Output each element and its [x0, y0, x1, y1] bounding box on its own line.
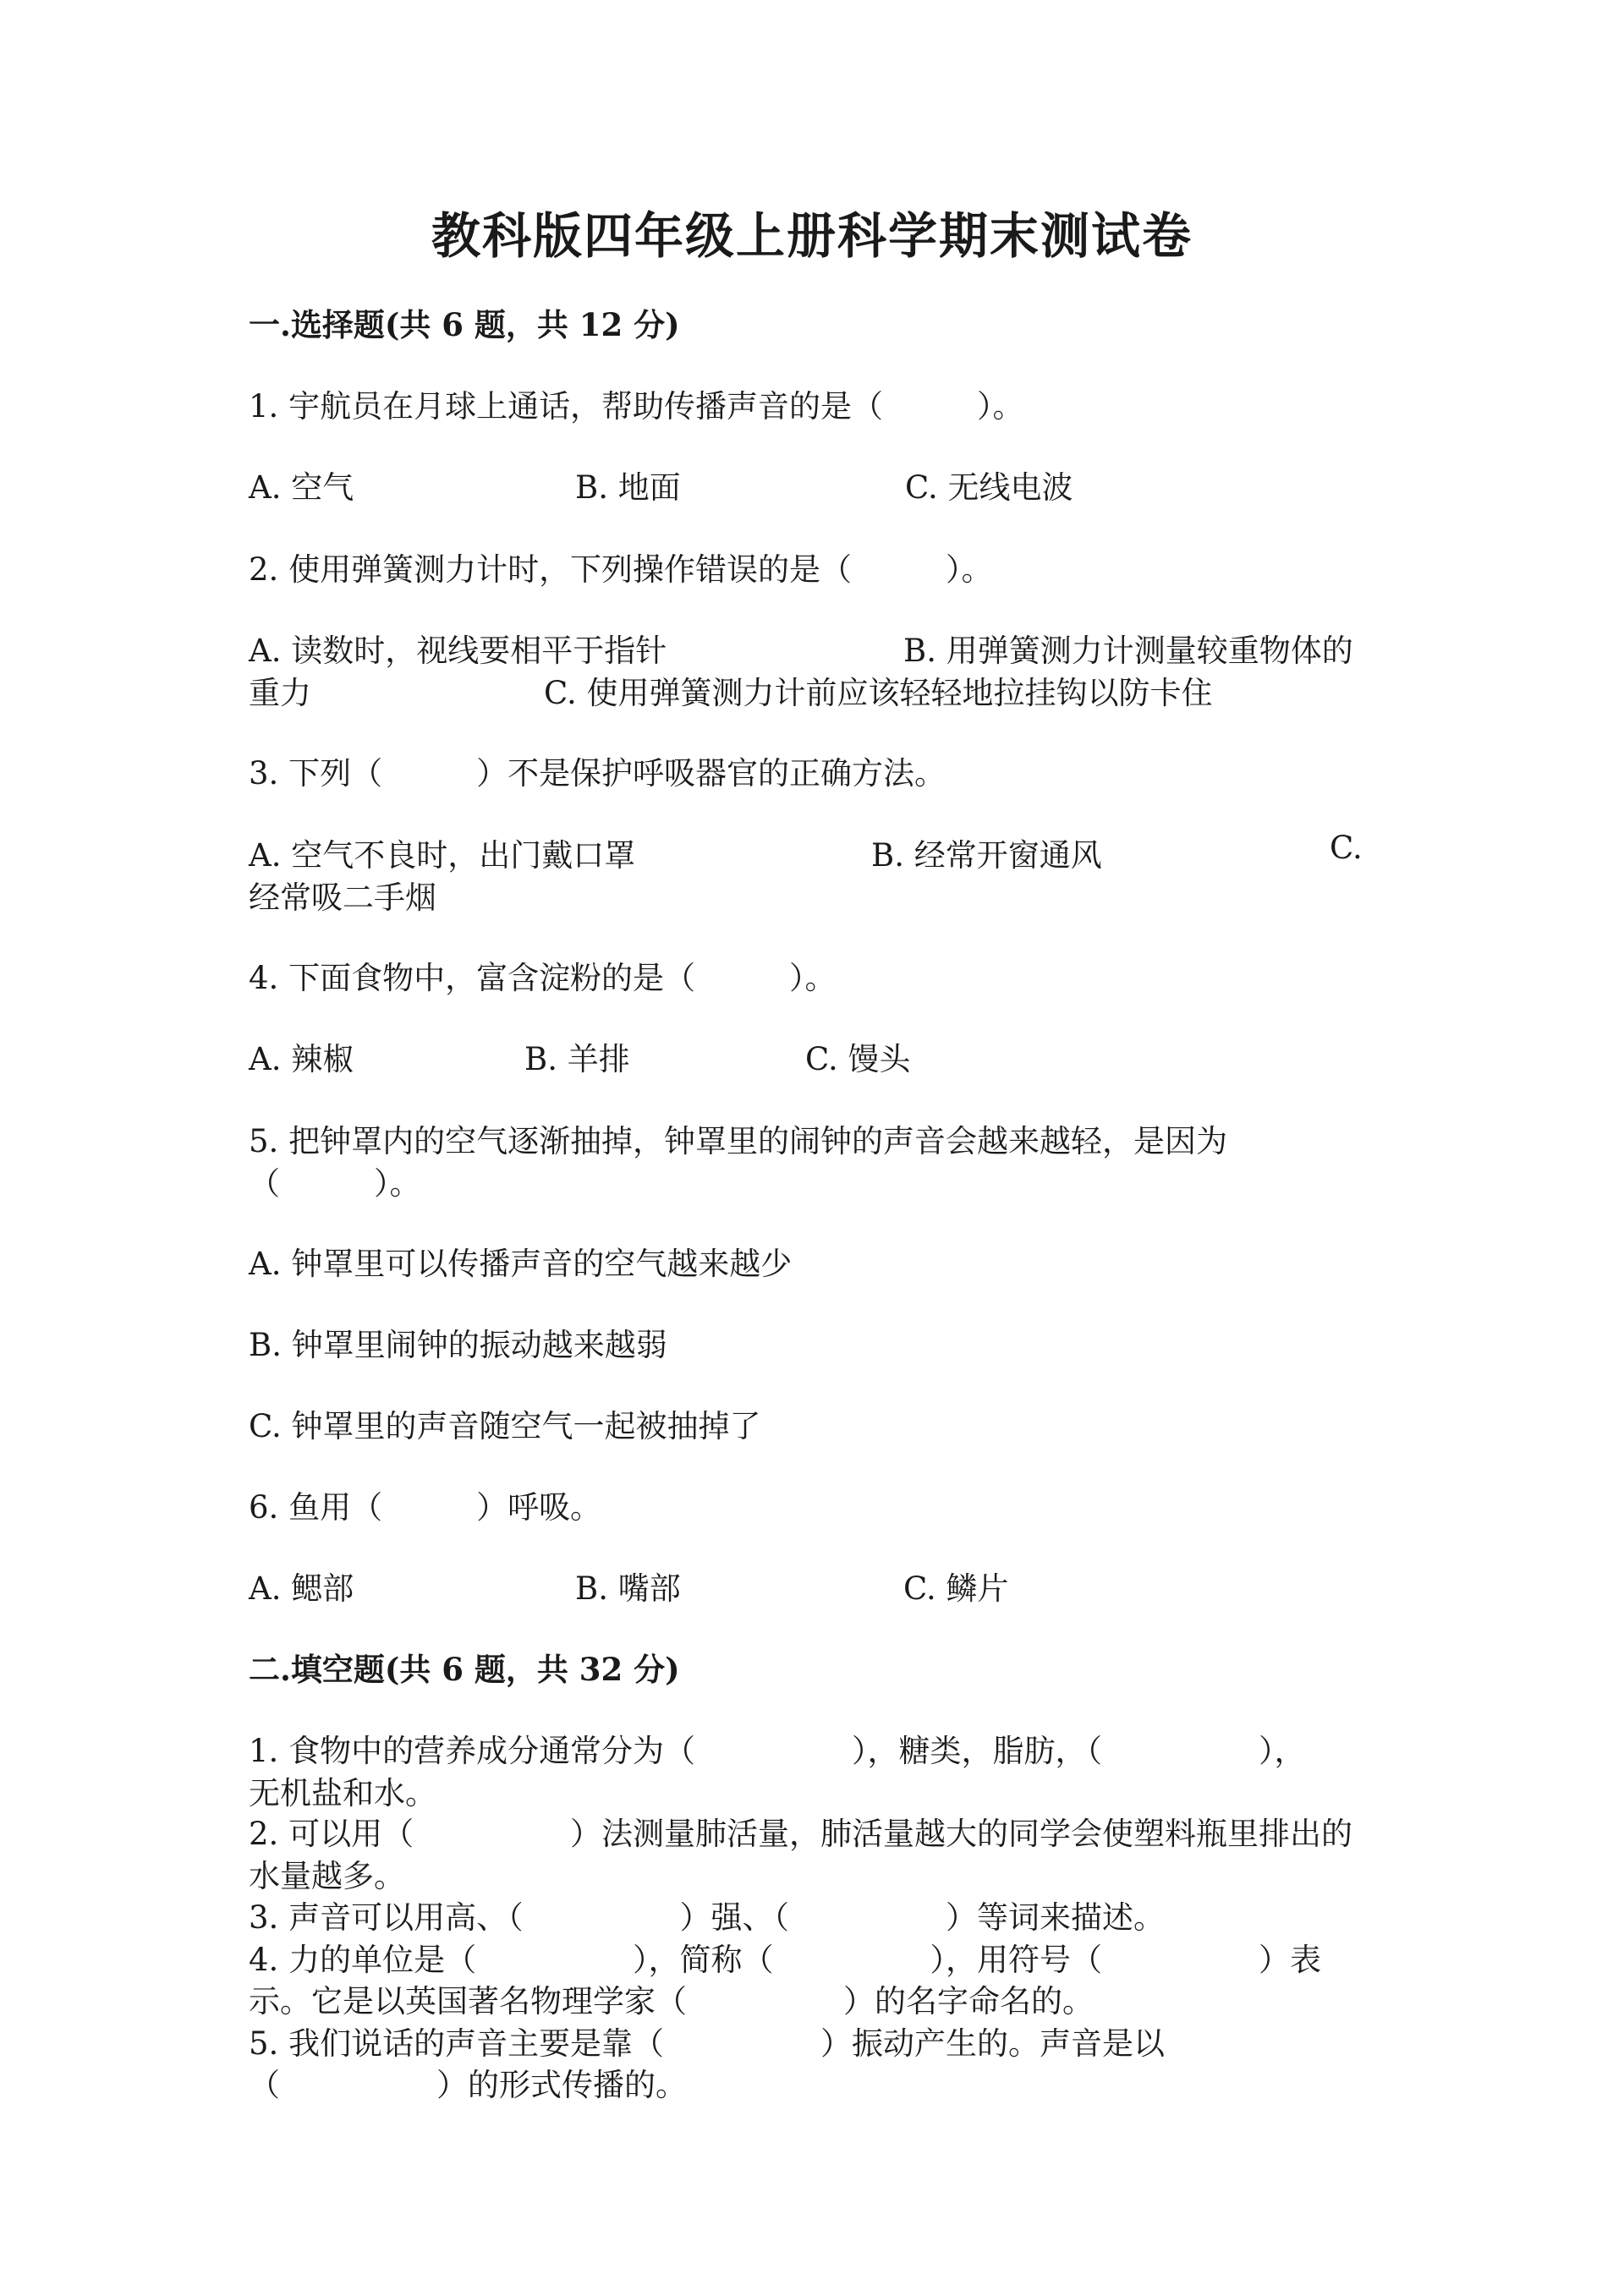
option: A. 空气	[249, 469, 354, 506]
fill-line: 5. 我们说话的声音主要是靠（ ）振动产生的。声音是以	[249, 2025, 1166, 2062]
option: 重力	[249, 675, 311, 711]
fill-line: 1. 食物中的营养成分通常分为（ ），糖类，脂肪，（ ），	[249, 1733, 1306, 1769]
question-stem: 3. 下列（ ）不是保护呼吸器官的正确方法。	[249, 755, 946, 792]
option: A. 钟罩里可以传播声音的空气越来越少	[249, 1246, 793, 1282]
option: A. 空气不良时，出门戴口罩	[249, 837, 636, 874]
option: 经常吸二手烟	[249, 879, 436, 916]
section-heading-fill: 二.填空题(共 6 题，共 32 分)	[249, 1651, 680, 1688]
question-stem: 1. 宇航员在月球上通话，帮助传播声音的是（ ）。	[249, 388, 1024, 425]
fill-line: 2. 可以用（ ）法测量肺活量，肺活量越大的同学会使塑料瓶里排出的	[249, 1816, 1353, 1852]
fill-line: 示。它是以英国著名物理学家（ ）的名字命名的。	[249, 1983, 1094, 2019]
section-heading-choice: 一.选择题(共 6 题，共 12 分)	[249, 306, 680, 343]
option: C.	[1330, 830, 1363, 866]
question-stem: （ ）。	[249, 1165, 421, 1202]
option: C. 使用弹簧测力计前应该轻轻地拉挂钩以防卡住	[544, 675, 1213, 711]
question-stem: 5. 把钟罩内的空气逐渐抽掉，钟罩里的闹钟的声音会越来越轻，是因为	[249, 1123, 1228, 1159]
option: C. 鳞片	[903, 1570, 1009, 1607]
page-title: 教科版四年级上册科学期末测试卷	[431, 207, 1193, 265]
option: A. 读数时，视线要相平于指针	[249, 633, 667, 669]
option: B. 钟罩里闹钟的振动越来越弱	[249, 1327, 667, 1363]
option: C. 无线电波	[905, 469, 1073, 506]
fill-line: 水量越多。	[249, 1858, 405, 1894]
option: A. 辣椒	[249, 1041, 354, 1077]
question-stem: 2. 使用弹簧测力计时，下列操作错误的是（ ）。	[249, 551, 993, 588]
option: C. 馒头	[805, 1041, 911, 1077]
option: B. 嘴部	[575, 1570, 681, 1607]
option: B. 经常开窗通风	[871, 837, 1102, 874]
option: B. 地面	[575, 469, 681, 506]
fill-line: 4. 力的单位是（ ），简称（ ），用符号（ ）表	[249, 1942, 1322, 1978]
question-stem: 4. 下面食物中，富含淀粉的是（ ）。	[249, 960, 837, 996]
option: C. 钟罩里的声音随空气一起被抽掉了	[249, 1408, 761, 1444]
option: B. 羊排	[524, 1041, 630, 1077]
option: A. 鳃部	[249, 1570, 354, 1607]
option: B. 用弹簧测力计测量较重物体的	[903, 633, 1353, 669]
fill-line: 3. 声音可以用高、（ ）强、（ ）等词来描述。	[249, 1899, 1166, 1936]
question-stem: 6. 鱼用（ ）呼吸。	[249, 1489, 602, 1526]
fill-line: 无机盐和水。	[249, 1775, 436, 1811]
fill-line: （ ）的形式传播的。	[249, 2067, 687, 2103]
